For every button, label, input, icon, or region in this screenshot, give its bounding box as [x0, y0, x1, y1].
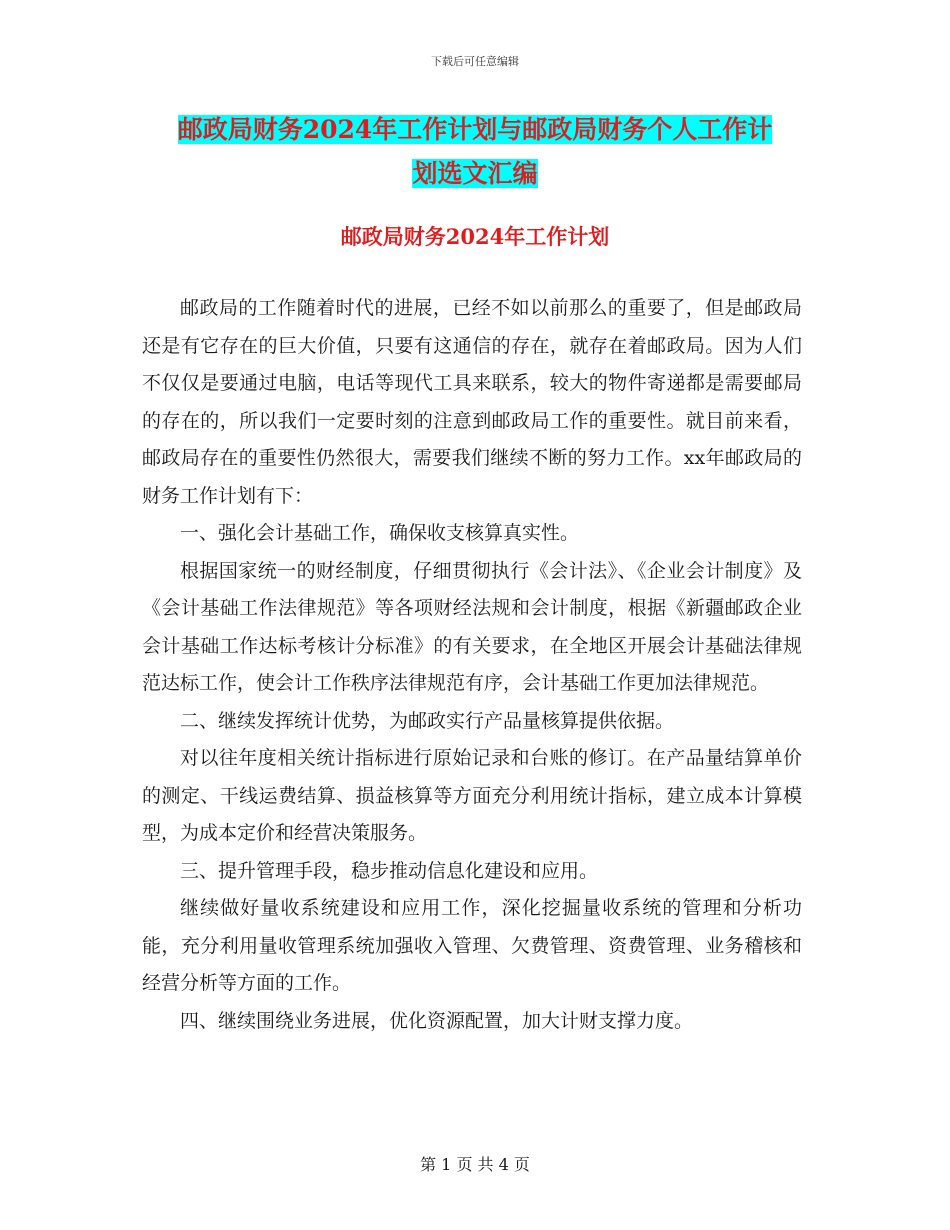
document-title: [0, 108, 950, 196]
paragraph-intro: 邮政局的工作随着时代的进展，已经不如以前那么的重要了，但是邮政局还是有它存在的巨大价值，只要有这通信的存在，就存在着邮政局。因为人们不仅仅是要通过电脑，电话等现代工具来联系，较大的物件寄递都是需要邮局的存在的，所以我们一定要时刻的注意到邮政局工作的重要性。就目前来看，邮政局存在的重要性仍然很大，需要我们继续不断的努力工作。xx年邮政局的财务工作计划有下：: [142, 297, 802, 507]
page-number-footer: 第 1 页 共 4 页: [420, 1155, 530, 1174]
heading-item-2: 二、继续发挥统计优势，为邮政实行产品量核算提供依据。: [180, 709, 675, 732]
paragraph-item-3: 继续做好量收系统建设和应用工作，深化挖掘量收系统的管理和分析功能，充分利用量收管理系统加强收入管理、欠费管理、资费管理、业务稽核和经营分析等方面的工作。: [142, 897, 802, 994]
heading-item-4: 四、继续围绕业务进展，优化资源配置，加大计财支撑力度。: [180, 1009, 694, 1032]
heading-item-1: 一、强化会计基础工作，确保收支核算真实性。: [180, 522, 580, 544]
paragraph-item-2: 对以往年度相关统计指标进行原始记录和台账的修订。在产品量结算单价的测定、干线运费结算、损益核算等方面充分利用统计指标，建立成本计算模型，为成本定价和经营决策服务。: [142, 747, 802, 844]
header-note: 下载后可任意编辑: [431, 55, 519, 68]
section-title: 邮政局财务2024年工作计划: [340, 224, 610, 249]
paragraph-item-1: 根据国家统一的财经制度，仔细贯彻执行《会计法》、《企业会计制度》及《会计基础工作法律规范》等各项财经法规和会计制度，根据《新疆邮政企业会计基础工作达标考核计分标准》的有关要求，在全地区开展会计基础法律规范达标工作，使会计工作秩序法律规范有序，会计基础工作更加法律规范。: [142, 559, 802, 694]
document-title-line-2: 划选文汇编: [412, 159, 538, 188]
heading-item-3: 三、提升管理手段，稳步推动信息化建设和应用。: [180, 859, 599, 882]
document-body: [142, 290, 802, 1040]
document-title-line-1: 邮政局财务2024年工作计划与邮政局财务个人工作计: [177, 115, 773, 144]
